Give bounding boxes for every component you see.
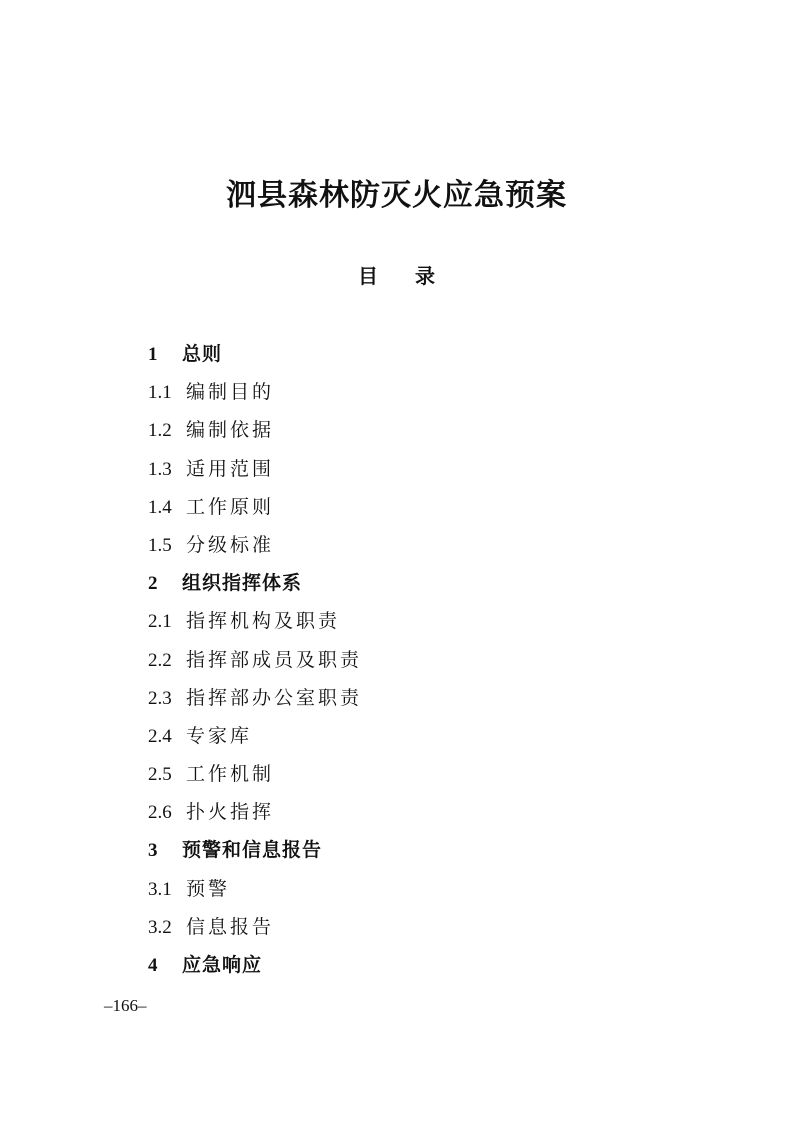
toc-entry-label: 组织指挥体系	[182, 572, 303, 595]
toc-entry-number: 2.5	[148, 764, 172, 786]
toc-entry-label: 预警和信息报告	[182, 839, 323, 862]
toc-subsection-1-3	[148, 455, 362, 493]
toc-subsection-2-4	[148, 722, 362, 760]
toc-entry-label: 信息报告	[186, 915, 275, 938]
toc-section-3	[148, 836, 362, 874]
document-title: 泗县森林防灭火应急预案	[226, 178, 567, 213]
toc-section-1	[148, 340, 362, 378]
toc-section-2	[148, 569, 362, 607]
toc-entry-label: 扑火指挥	[186, 801, 275, 824]
page-number: –166–	[104, 996, 147, 1015]
toc-entry-label: 指挥机构及职责	[186, 610, 341, 633]
toc-entry-number: 3	[148, 840, 158, 862]
toc-entry-label: 指挥部办公室职责	[186, 686, 363, 709]
toc-entry-number: 1.4	[148, 496, 172, 518]
toc-entry-number: 2.6	[148, 802, 172, 824]
toc-entry-number: 1.2	[148, 420, 172, 442]
table-of-contents	[148, 340, 362, 989]
toc-entry-number: 2.3	[148, 687, 172, 709]
toc-heading: 目 录	[358, 264, 435, 288]
toc-entry-label: 编制目的	[186, 381, 275, 404]
toc-entry-number: 1.3	[148, 458, 172, 480]
toc-entry-label: 总则	[182, 343, 223, 365]
toc-entry-label: 分级标准	[186, 533, 275, 556]
toc-subsection-3-2	[148, 913, 362, 951]
toc-entry-number: 2.1	[148, 611, 172, 633]
toc-section-4	[148, 951, 362, 989]
toc-subsection-2-5	[148, 760, 362, 798]
toc-entry-number: 1.5	[148, 534, 172, 556]
toc-subsection-1-1	[148, 378, 362, 416]
toc-subsection-2-3	[148, 684, 362, 722]
toc-subsection-1-2	[148, 416, 362, 454]
toc-entry-label: 工作原则	[186, 495, 275, 518]
toc-entry-label: 适用范围	[186, 457, 275, 480]
toc-entry-number: 2	[148, 573, 158, 595]
toc-entry-label: 指挥部成员及职责	[186, 648, 363, 671]
toc-subsection-2-1	[148, 607, 362, 645]
toc-entry-label: 应急响应	[182, 954, 263, 976]
toc-entry-label: 专家库	[186, 724, 253, 747]
toc-entry-label: 预警	[186, 877, 231, 900]
toc-entry-number: 2.4	[148, 725, 172, 747]
toc-entry-number: 3.1	[148, 878, 172, 900]
toc-subsection-1-5	[148, 531, 362, 569]
toc-entry-number: 2.2	[148, 649, 172, 671]
toc-entry-number: 1	[148, 344, 158, 365]
toc-entry-number: 1.1	[148, 382, 172, 404]
toc-subsection-2-6	[148, 798, 362, 836]
toc-entry-number: 3.2	[148, 916, 172, 938]
toc-entry-number: 4	[148, 955, 158, 976]
toc-subsection-2-2	[148, 646, 362, 684]
toc-subsection-3-1	[148, 875, 362, 913]
toc-entry-label: 工作机制	[186, 763, 275, 786]
toc-subsection-1-4	[148, 493, 362, 531]
toc-entry-label: 编制依据	[186, 419, 275, 442]
